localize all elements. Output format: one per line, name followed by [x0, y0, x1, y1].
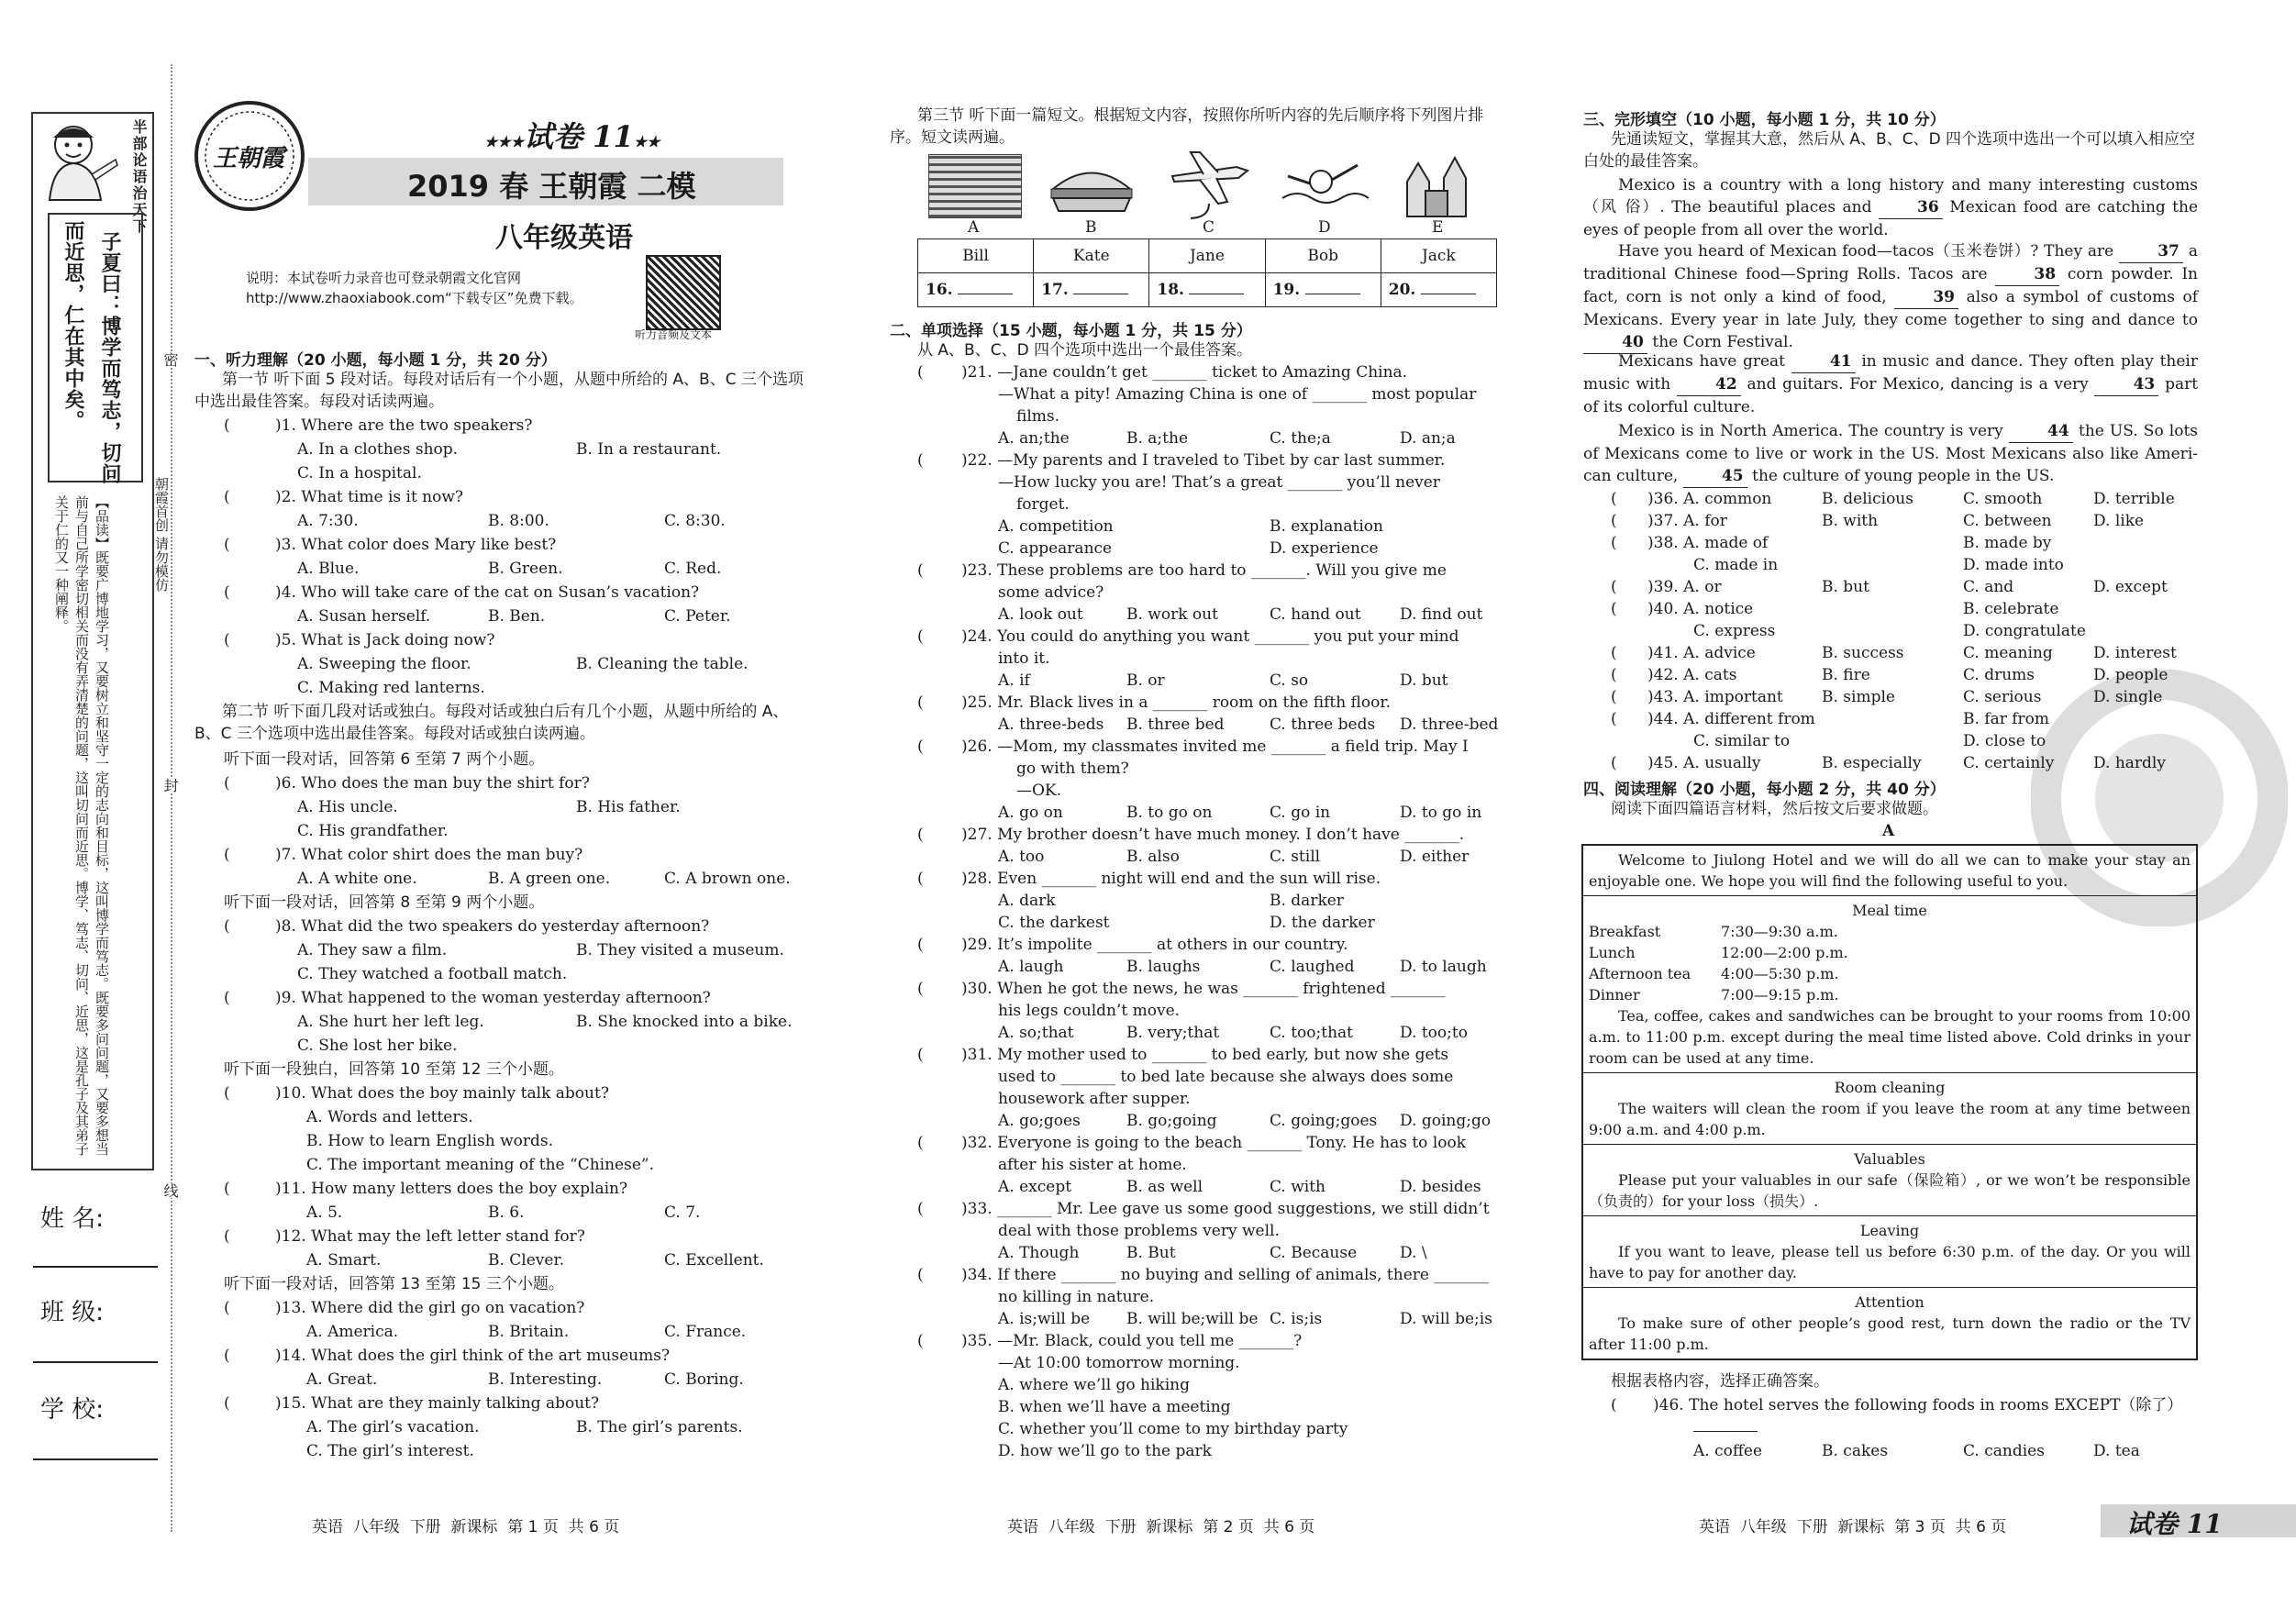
room-cleaning-title: Room cleaning: [1834, 1079, 1946, 1096]
q15-option-a[interactable]: A. The girl’s vacation.: [306, 1418, 480, 1436]
q37-option-b[interactable]: B. with: [1822, 512, 1879, 530]
q26-stem: ( )26. —Mom, my classmates invited me _______ a field trip. May I: [917, 738, 1469, 756]
q4-stem: ( )4. Who will take care of the cat on Susan’s vacation?: [224, 583, 700, 602]
q10-option-b[interactable]: B. How to learn English words.: [306, 1132, 554, 1150]
room-cleaning-section: [1583, 1072, 2196, 1144]
monologue-10-12-instr: 听下面一段独白，回答第 10 至第 12 三个小题。: [224, 1060, 564, 1079]
room-cleaning-text: The waiters will clean the room if you leave the room at any time between 9:00 a.m. and 4:00 p.m.: [1589, 1100, 2191, 1138]
dashed-fold-line: [171, 64, 172, 1532]
name-row: [918, 239, 1497, 273]
meal-time-title: Meal time: [1852, 902, 1927, 919]
cloze-blank-45[interactable]: 45: [1683, 465, 1747, 488]
attention-text: To make sure of other people’s good rest, turn down the radio or the TV after 11:00 p.m.: [1589, 1314, 2191, 1353]
q14-option-a[interactable]: A. Great.: [306, 1370, 378, 1389]
dialog-6-7-instr: 听下面一段对话，回答第 6 至第 7 两个小题。: [224, 750, 545, 769]
q27-option-a[interactable]: A. too: [998, 848, 1045, 866]
q35-line-2: —At 10:00 tomorrow morning.: [998, 1354, 1240, 1372]
q46-stem: ( )46. The hotel serves the following foods in rooms EXCEPT（除了）: [1611, 1396, 2183, 1414]
part3-instructions: 先通读短文，掌握其大意，然后从 A、B、C、D 四个选项中选出一个可以填入相应空白处的最佳答案。: [1583, 130, 2196, 171]
q43-option-d[interactable]: D. single: [2093, 688, 2163, 706]
q25-option-b[interactable]: B. three bed: [1126, 715, 1225, 734]
q5-option-a[interactable]: A. Sweeping the floor.: [297, 655, 471, 673]
q34-option-b[interactable]: B. will be;will be: [1126, 1310, 1259, 1328]
cloze-blank-42[interactable]: 42: [1677, 373, 1741, 396]
passage-label-a: A: [1882, 822, 1895, 840]
q3-option-b[interactable]: B. Green.: [488, 560, 563, 578]
q36-option-d[interactable]: D. terrible: [2093, 490, 2175, 508]
meal-note: Tea, coffee, cakes and sandwiches can be brought to your rooms from 10:00 a.m. to 11:00 p.m. except during the meal time listed above. Cold drinks in your room can be used at any time.: [1589, 1007, 2191, 1067]
q28-option-d[interactable]: D. the darker: [1270, 914, 1375, 932]
name-cell: Jack: [1381, 239, 1496, 273]
q45-option-c[interactable]: C. certainly: [1963, 754, 2055, 772]
q7-option-c[interactable]: C. A brown one.: [664, 870, 791, 888]
cloze-blank-41[interactable]: 41: [1791, 350, 1856, 373]
q26-line-3: —OK.: [1016, 782, 1062, 800]
q41-option-b[interactable]: B. success: [1822, 644, 1904, 662]
q36-option-b[interactable]: B. delicious: [1822, 490, 1913, 508]
cloze-blank-37[interactable]: 37: [2119, 240, 2183, 263]
q33-option-a[interactable]: A. Though: [998, 1244, 1080, 1262]
cloze-blank-40[interactable]: 40: [1583, 331, 1647, 354]
part2-heading: 二、单项选择（15 小题，每小题 1 分，共 15 分）: [890, 322, 1252, 340]
q8-option-a[interactable]: A. They saw a film.: [297, 941, 448, 959]
quote-line-2: 而近思，仁在其中矣。: [61, 220, 84, 431]
q21-option-c[interactable]: C. the;a: [1270, 429, 1331, 448]
q23-option-c[interactable]: C. hand out: [1270, 605, 1361, 624]
q41-stem: ( )41. A. advice: [1611, 644, 1756, 662]
q31-option-a[interactable]: A. go;goes: [998, 1112, 1081, 1130]
picture-a-classroom: [928, 154, 1022, 218]
star-deco-left: ★★★: [484, 133, 525, 150]
q22-option-d[interactable]: D. experience: [1270, 539, 1379, 558]
q11-option-c[interactable]: C. 7.: [664, 1203, 701, 1222]
q22-stem: ( )22. —My parents and I traveled to Tibet by car last summer.: [917, 451, 1446, 470]
q24-option-b[interactable]: B. or: [1126, 671, 1165, 690]
q9-option-b[interactable]: B. She knocked into a bike.: [576, 1013, 793, 1031]
q39-option-c[interactable]: C. and: [1963, 578, 2014, 596]
q4-option-a[interactable]: A. Susan herself.: [297, 607, 431, 626]
name-field[interactable]: [33, 1266, 158, 1268]
school-field[interactable]: [33, 1458, 158, 1460]
q13-option-b[interactable]: B. Britain.: [488, 1323, 570, 1341]
s3-instructions: 第三节 听下面一篇短文。根据短文内容，按照你所听内容的先后顺序将下列图片排序。短文读两遍。: [890, 106, 1484, 147]
name-cell: Kate: [1034, 239, 1149, 273]
q6-option-b[interactable]: B. His father.: [576, 798, 681, 816]
q32-option-d[interactable]: D. besides: [1400, 1178, 1481, 1196]
q12-option-a[interactable]: A. Smart.: [306, 1251, 382, 1270]
leaving-title: Leaving: [1859, 1222, 1920, 1239]
qr-code[interactable]: [646, 255, 721, 330]
q9-option-a[interactable]: A. She hurt her left leg.: [297, 1013, 484, 1031]
q24-option-d[interactable]: D. but: [1400, 671, 1448, 690]
q11-option-a[interactable]: A. 5.: [306, 1203, 343, 1222]
leaving-text: If you want to leave, please tell us before 6:30 p.m. of the day. Or you will have to pay for another day.: [1589, 1243, 2191, 1281]
q44-stem: ( )44. A. different from: [1611, 710, 1815, 728]
exam-title: 2019 春 王朝霞 二模: [407, 169, 696, 204]
q1-stem: ( )1. Where are the two speakers?: [224, 416, 533, 435]
q46-option-a[interactable]: A. coffee: [1693, 1442, 1763, 1460]
q7-stem: ( )7. What color shirt does the man buy?: [224, 846, 583, 864]
dialog-8-9-instr: 听下面一段对话，回答第 8 至第 9 两个小题。: [224, 893, 545, 912]
cloze-blank-36[interactable]: 36: [1879, 196, 1943, 219]
q21-line-3: films.: [1016, 407, 1060, 426]
q26-option-d[interactable]: D. to go in: [1400, 804, 1482, 822]
q31-stem: ( )31. My mother used to _______ to bed early, but now she gets: [917, 1046, 1449, 1064]
q32-option-b[interactable]: B. as well: [1126, 1178, 1203, 1196]
q6-stem: ( )6. Who does the man buy the shirt for?: [224, 774, 590, 793]
q22-line-2: —How lucky you are! That’s a great _______ you’ll never: [998, 473, 1440, 492]
q42-option-d[interactable]: D. people: [2093, 666, 2168, 684]
q6-option-c[interactable]: C. His grandfather.: [297, 822, 449, 840]
q46-blank-line[interactable]: [1693, 1431, 1758, 1432]
q14-option-b[interactable]: B. Interesting.: [488, 1370, 603, 1389]
q14-stem: ( )14. What does the girl think of the art museums?: [224, 1347, 671, 1365]
q23-option-d[interactable]: D. find out: [1400, 605, 1483, 624]
q1-option-c[interactable]: C. In a hospital.: [297, 464, 422, 482]
q22-option-a[interactable]: A. competition: [998, 517, 1114, 536]
q22-option-c[interactable]: C. appearance: [998, 539, 1113, 558]
q43-option-b[interactable]: B. simple: [1822, 688, 1895, 706]
picture-label-d: D: [1318, 218, 1331, 237]
brand-vertical-text: 朝霞首创 请勿模仿: [153, 477, 170, 592]
q28-option-a[interactable]: A. dark: [998, 892, 1056, 910]
q23-option-b[interactable]: B. work out: [1126, 605, 1218, 624]
q30-option-d[interactable]: D. too;to: [1400, 1024, 1468, 1042]
class-field[interactable]: [33, 1361, 158, 1363]
logo-text: 王朝霞: [213, 145, 285, 172]
q33-option-b[interactable]: B. But: [1126, 1244, 1176, 1262]
q41-option-c[interactable]: C. meaning: [1963, 644, 2053, 662]
q44-option-b[interactable]: B. far from: [1963, 710, 2050, 728]
q46-instructions: 根据表格内容，选择正确答案。: [1611, 1372, 1829, 1391]
q23-stem: ( )23. These problems are too hard to _______. Will you give me: [917, 561, 1447, 580]
valuables-section: [1583, 1144, 2196, 1215]
q11-option-b[interactable]: B. 6.: [488, 1203, 525, 1222]
q32-option-a[interactable]: A. except: [998, 1178, 1072, 1196]
q42-option-c[interactable]: C. drums: [1963, 666, 2035, 684]
download-note: 说明：本试卷听力录音也可登录朝霞文化官网 http://www.zhaoxiabook.com“下载专区”免费下载。: [246, 270, 583, 306]
pindu-commentary: 【品读】既要广博地学习，又要树立和坚守一定的志向和目标，这叫博学而笃志。既要多问问题，又要多想当前与自己所学密切相关而没有弄清楚的问题，这叫切问而近思。博学、笃志、切问、近思，这是孔子及其弟子关于仁的又一种阐释。: [53, 495, 110, 1156]
q12-option-b[interactable]: B. Clever.: [488, 1251, 565, 1270]
q31-option-d[interactable]: D. going;go: [1400, 1112, 1492, 1130]
answer-cell-20[interactable]: 20.: [1381, 273, 1496, 307]
picture-d-swimmer: [1279, 152, 1370, 220]
meal-row: Dinner 7:00—9:15 p.m.: [1589, 986, 1839, 1004]
q37-stem: ( )37. A. for: [1611, 512, 1727, 530]
q38-stem: ( )38. A. made of: [1611, 534, 1769, 552]
q39-option-d[interactable]: D. except: [2093, 578, 2168, 596]
footer-page-3: 英语 八年级 下册 新课标 第 3 页 共 6 页: [1699, 1518, 2007, 1536]
valuables-title: Valuables: [1854, 1150, 1925, 1168]
ordering-table: [917, 238, 1497, 307]
q26-option-a[interactable]: A. go on: [998, 804, 1063, 822]
cloze-blank-43[interactable]: 43: [2094, 373, 2158, 396]
q8-stem: ( )8. What did the two speakers do yesterday afternoon?: [224, 917, 710, 936]
cloze-blank-39[interactable]: 39: [1894, 286, 1958, 309]
answer-cell-18[interactable]: 18.: [1149, 273, 1265, 307]
part4-instructions: 阅读下面四篇语言材料，然后按文后要求做题。: [1611, 800, 1938, 818]
q25-option-c[interactable]: C. three beds: [1270, 715, 1376, 734]
answer-row: [918, 273, 1497, 307]
s2-instructions: 第二节 听下面几段对话或独白。每段对话或独白后有几个小题，从题中所给的 A、B、C 三个选项中选出最佳答案。每段对话或独白读两遍。: [194, 703, 789, 743]
q32-stem: ( )32. Everyone is going to the beach _______ Tony. He has to look: [917, 1134, 1467, 1152]
q30-option-c[interactable]: C. too;that: [1270, 1024, 1353, 1042]
q24-option-a[interactable]: A. if: [998, 671, 1030, 690]
q38-option-d[interactable]: D. made into: [1963, 556, 2064, 574]
q37-option-d[interactable]: D. like: [2093, 512, 2145, 530]
seal-char-feng: 封: [161, 778, 179, 793]
q2-option-a[interactable]: A. 7:30.: [297, 512, 359, 530]
q9-option-c[interactable]: C. She lost her bike.: [297, 1037, 458, 1055]
q29-option-b[interactable]: B. laughs: [1126, 958, 1201, 976]
q27-option-b[interactable]: B. also: [1126, 848, 1180, 866]
q5-option-c[interactable]: C. Making red lanterns.: [297, 679, 485, 697]
q10-stem: ( )10. What does the boy mainly talk about?: [224, 1084, 609, 1103]
q34-option-c[interactable]: C. is;is: [1270, 1310, 1323, 1328]
cloze-blank-44[interactable]: 44: [2009, 420, 2073, 443]
q40-option-d[interactable]: D. congratulate: [1963, 622, 2086, 640]
q29-option-d[interactable]: D. to laugh: [1400, 958, 1487, 976]
dialog-13-15-instr: 听下面一段对话，回答第 13 至第 15 三个小题。: [224, 1275, 564, 1293]
q6-option-a[interactable]: A. His uncle.: [297, 798, 398, 816]
q8-option-c[interactable]: C. They watched a football match.: [297, 965, 568, 983]
q23-line-2: some advice?: [998, 583, 1104, 602]
q40-stem: ( )40. A. notice: [1611, 600, 1754, 618]
q13-option-c[interactable]: C. France.: [664, 1323, 747, 1341]
q33-stem: ( )33. _______ Mr. Lee gave us some good suggestions, we still didn’t: [917, 1200, 1490, 1218]
q11-stem: ( )11. How many letters does the boy explain?: [224, 1180, 628, 1198]
class-label: 班 级:: [40, 1299, 105, 1326]
q40-option-b[interactable]: B. celebrate: [1963, 600, 2059, 618]
q23-option-a[interactable]: A. look out: [998, 605, 1083, 624]
q26-option-b[interactable]: B. to go on: [1126, 804, 1213, 822]
exam-subject: 八年级英语: [495, 222, 633, 254]
q32-option-c[interactable]: C. with: [1270, 1178, 1325, 1196]
q3-option-a[interactable]: A. Blue.: [297, 560, 360, 578]
q42-option-b[interactable]: B. fire: [1822, 666, 1870, 684]
answer-cell-17[interactable]: 17.: [1034, 273, 1149, 307]
s1-instructions: 第一节 听下面 5 段对话。每段对话后有一个小题，从题中所给的 A、B、C 三个选项中选出最佳答案。每段对话读两遍。: [194, 371, 804, 411]
q24-option-c[interactable]: C. so: [1270, 671, 1309, 690]
q21-option-a[interactable]: A. an;the: [998, 429, 1070, 448]
scholar-illustration: [37, 119, 121, 205]
valuables-text: Please put your valuables in our safe（保险箱）, or we won’t be responsible（负责的）for your loss（损失）.: [1589, 1171, 2191, 1210]
picture-e-temple: [1400, 145, 1473, 222]
q44-option-c[interactable]: C. similar to: [1693, 732, 1791, 750]
part4-heading: 四、阅读理解（20 小题，每小题 2 分，共 40 分）: [1583, 781, 1946, 799]
q32-line-2: after his sister at home.: [998, 1156, 1187, 1174]
q5-option-b[interactable]: B. Cleaning the table.: [576, 655, 749, 673]
q35-stem: ( )35. —Mr. Black, could you tell me _______?: [917, 1332, 1303, 1350]
q38-option-b[interactable]: B. made by: [1963, 534, 2052, 552]
qr-caption: 听力音频及文本: [635, 328, 713, 341]
q24-line-2: into it.: [998, 649, 1050, 668]
q33-option-d[interactable]: D. \: [1400, 1244, 1427, 1262]
cloze-paragraph-3: Mexicans have great 41 in music and dance. They often play their music with 42 and guitars. For Mexico, dancing is a very 43 part of its colorful culture.: [1583, 352, 2199, 416]
q31-line-2: used to _______ to bed late because she always does some: [998, 1068, 1454, 1086]
q15-option-c[interactable]: C. The girl’s interest.: [306, 1442, 474, 1460]
q13-stem: ( )13. Where did the girl go on vacation?: [224, 1299, 585, 1317]
q29-option-c[interactable]: C. laughed: [1270, 958, 1355, 976]
q29-stem: ( )29. It’s impolite _______ at others in our country.: [917, 936, 1348, 954]
picture-label-a: A: [968, 218, 980, 237]
part2-instructions: 从 A、B、C、D 四个选项中选出一个最佳答案。: [917, 341, 1253, 360]
hotel-notice: [1581, 844, 2198, 1360]
q46-option-c[interactable]: C. candies: [1963, 1442, 2045, 1460]
q1-option-a[interactable]: A. In a clothes shop.: [297, 440, 459, 459]
name-cell: Bob: [1265, 239, 1381, 273]
q44-option-d[interactable]: D. close to: [1963, 732, 2046, 750]
q4-option-b[interactable]: B. Ben.: [488, 607, 546, 626]
q3-option-c[interactable]: C. Red.: [664, 560, 722, 578]
q25-option-d[interactable]: D. three-bed: [1400, 715, 1499, 734]
q43-stem: ( )43. A. important: [1611, 688, 1783, 706]
seal-char-mi: 密: [161, 352, 179, 367]
q46-option-b[interactable]: B. cakes: [1822, 1442, 1889, 1460]
q30-option-b[interactable]: B. very;that: [1126, 1024, 1220, 1042]
seal-char-xian: 线: [161, 1183, 179, 1198]
q21-option-d[interactable]: D. an;a: [1400, 429, 1456, 448]
q33-line-2: deal with those problems very well.: [998, 1222, 1280, 1240]
q34-option-a[interactable]: A. is;will be: [998, 1310, 1091, 1328]
motto-title: 半部论语治天下: [130, 119, 148, 235]
picture-b-sandwich: [1046, 161, 1137, 220]
q27-option-c[interactable]: C. still: [1270, 848, 1321, 866]
q37-option-c[interactable]: C. between: [1963, 512, 2052, 530]
q21-line-2: —What a pity! Amazing China is one of _______ most popular: [998, 385, 1477, 404]
q30-option-a[interactable]: A. so;that: [998, 1024, 1074, 1042]
q34-line-2: no killing in nature.: [998, 1288, 1155, 1306]
q42-stem: ( )42. A. cats: [1611, 666, 1737, 684]
q35-option-b[interactable]: B. when we’ll have a meeting: [998, 1398, 1231, 1416]
picture-c-airplane: [1163, 149, 1255, 226]
q10-option-c[interactable]: C. The important meaning of the “Chinese”.: [306, 1156, 654, 1174]
q35-option-a[interactable]: A. where we’ll go hiking: [998, 1376, 1191, 1394]
paper-number: ★★★试卷 11★★: [484, 119, 660, 154]
q39-stem: ( )39. A. or: [1611, 578, 1722, 596]
meal-row: Afternoon tea 4:00—5:30 p.m.: [1589, 965, 1839, 982]
q2-option-b[interactable]: B. 8:00.: [488, 512, 549, 530]
hotel-welcome: Welcome to Jiulong Hotel and we will do all we can to make your stay an enjoyable one. We hope you will find the following useful to you.: [1589, 851, 2191, 890]
meal-row: Breakfast 7:30—9:30 a.m.: [1589, 923, 1838, 940]
q15-stem: ( )15. What are they mainly talking about?: [224, 1394, 600, 1413]
q7-option-a[interactable]: A. A white one.: [297, 870, 417, 888]
part1-heading: 一、听力理解（20 小题，每小题 1 分，共 20 分）: [194, 351, 557, 370]
star-deco-right: ★★: [633, 133, 660, 150]
leaving-section: [1583, 1215, 2196, 1287]
q2-option-c[interactable]: C. 8:30.: [664, 512, 726, 530]
q28-option-b[interactable]: B. darker: [1270, 892, 1344, 910]
q36-stem: ( )36. A. common: [1611, 490, 1772, 508]
answer-cell-19[interactable]: 19.: [1265, 273, 1381, 307]
q41-option-d[interactable]: D. interest: [2093, 644, 2177, 662]
name-label: 姓 名:: [40, 1205, 105, 1233]
q34-stem: ( )34. If there _______ no buying and selling of animals, there _______: [917, 1266, 1489, 1284]
q13-option-a[interactable]: A. America.: [306, 1323, 399, 1341]
q45-stem: ( )45. A. usually: [1611, 754, 1761, 772]
q1-option-b[interactable]: B. In a restaurant.: [576, 440, 722, 459]
q12-stem: ( )12. What may the left letter stand for?: [224, 1227, 585, 1246]
q35-option-d[interactable]: D. how we’ll go to the park: [998, 1442, 1212, 1460]
q39-option-b[interactable]: B. but: [1822, 578, 1869, 596]
q31-line-3: housework after supper.: [998, 1090, 1191, 1108]
quote-line-1: 子夏曰：博学而笃志，切问: [98, 231, 121, 484]
q30-line-2: his legs couldn’t move.: [998, 1002, 1181, 1020]
q28-stem: ( )28. Even _______ night will end and the sun will rise.: [917, 870, 1381, 888]
q26-line-2: go with them?: [1016, 760, 1129, 778]
part3-heading: 三、完形填空（10 小题，每小题 1 分，共 10 分）: [1583, 111, 1946, 129]
q26-option-c[interactable]: C. go in: [1270, 804, 1331, 822]
q38-option-c[interactable]: C. made in: [1693, 556, 1779, 574]
name-cell: Jane: [1149, 239, 1265, 273]
school-label: 学 校:: [40, 1396, 105, 1424]
q21-stem: ( )21. —Jane couldn’t get _______ ticket to Amazing China.: [917, 363, 1408, 382]
footer-paper-number: 试卷 11: [2126, 1509, 2223, 1539]
q31-option-c[interactable]: C. going;goes: [1270, 1112, 1378, 1130]
q3-stem: ( )3. What color does Mary like best?: [224, 536, 557, 554]
q40-option-c[interactable]: C. express: [1693, 622, 1776, 640]
q27-option-d[interactable]: D. either: [1400, 848, 1470, 866]
q35-option-c[interactable]: C. whether you’ll come to my birthday party: [998, 1420, 1348, 1438]
q46-option-d[interactable]: D. tea: [2093, 1442, 2140, 1460]
q34-option-d[interactable]: D. will be;is: [1400, 1310, 1492, 1328]
q33-option-c[interactable]: C. Because: [1270, 1244, 1358, 1262]
q15-option-b[interactable]: B. The girl’s parents.: [576, 1418, 743, 1436]
q45-option-b[interactable]: B. especially: [1822, 754, 1922, 772]
q27-stem: ( )27. My brother doesn’t have much money. I don’t have _______.: [917, 826, 1465, 844]
footer-page-2: 英语 八年级 下册 新课标 第 2 页 共 6 页: [1007, 1518, 1315, 1536]
q8-option-b[interactable]: B. They visited a museum.: [576, 941, 784, 959]
cloze-paragraph-2: Have you heard of Mexican food—tacos（玉米卷饼）? They are 37 a traditional Chinese food—Spring Rolls. Tacos are 38 corn powder. In fact, corn is not only a kind of food, 39 also a symbol of customs of Mexicans. Every year in late July, they come together to sing and dance to 40 the Corn Festival.: [1583, 240, 2198, 354]
q9-stem: ( )9. What happened to the woman yesterday afternoon?: [224, 989, 711, 1007]
picture-label-e: E: [1432, 218, 1444, 237]
answer-cell-16[interactable]: 16.: [918, 273, 1034, 307]
q4-option-c[interactable]: C. Peter.: [664, 607, 731, 626]
q45-option-d[interactable]: D. hardly: [2093, 754, 2166, 772]
q25-stem: ( )25. Mr. Black lives in a _______ room on the fifth floor.: [917, 693, 1392, 712]
picture-label-b: B: [1085, 218, 1097, 237]
attention-section: [1583, 1287, 2196, 1359]
attention-title: Attention: [1855, 1293, 1924, 1311]
q28-option-c[interactable]: C. the darkest: [998, 914, 1110, 932]
q31-option-b[interactable]: B. go;going: [1126, 1112, 1217, 1130]
q12-option-c[interactable]: C. Excellent.: [664, 1251, 764, 1270]
q21-option-b[interactable]: B. a;the: [1126, 429, 1189, 448]
q43-option-c[interactable]: C. serious: [1963, 688, 2042, 706]
q10-option-a[interactable]: A. Words and letters.: [306, 1108, 473, 1126]
q22-option-b[interactable]: B. explanation: [1270, 517, 1383, 536]
q5-stem: ( )5. What is Jack doing now?: [224, 631, 495, 649]
cloze-paragraph-1: Mexico is a country with a long history and many interesting customs（风 俗）. The beautiful places and 36 Mexican food are catching the eyes of people from all over the world.: [1583, 176, 2199, 239]
cloze-blank-38[interactable]: 38: [1995, 263, 2059, 286]
q24-stem: ( )24. You could do anything you want _______ you put your mind: [917, 627, 1459, 646]
q36-option-c[interactable]: C. smooth: [1963, 490, 2043, 508]
picture-label-c: C: [1203, 218, 1215, 237]
q14-option-c[interactable]: C. Boring.: [664, 1370, 744, 1389]
meal-row: Lunch 12:00—2:00 p.m.: [1589, 944, 1848, 961]
cloze-paragraph-4: Mexico is in North America. The country is very 44 the US. So lots of Mexicans come to live or work in the US. Most Mexicans also like Ameri- can culture, 45 the culture of young people in the US.: [1583, 420, 2198, 488]
q7-option-b[interactable]: B. A green one.: [488, 870, 611, 888]
footer-page-1: 英语 八年级 下册 新课标 第 1 页 共 6 页: [312, 1518, 620, 1536]
q25-option-a[interactable]: A. three-beds: [998, 715, 1104, 734]
name-cell: Bill: [918, 239, 1034, 273]
q22-line-3: forget.: [1016, 495, 1070, 514]
q30-stem: ( )30. When he got the news, he was _______ frightened _______: [917, 980, 1446, 998]
q2-stem: ( )2. What time is it now?: [224, 488, 464, 506]
q29-option-a[interactable]: A. laugh: [998, 958, 1064, 976]
meal-time-section: [1583, 895, 2196, 1072]
